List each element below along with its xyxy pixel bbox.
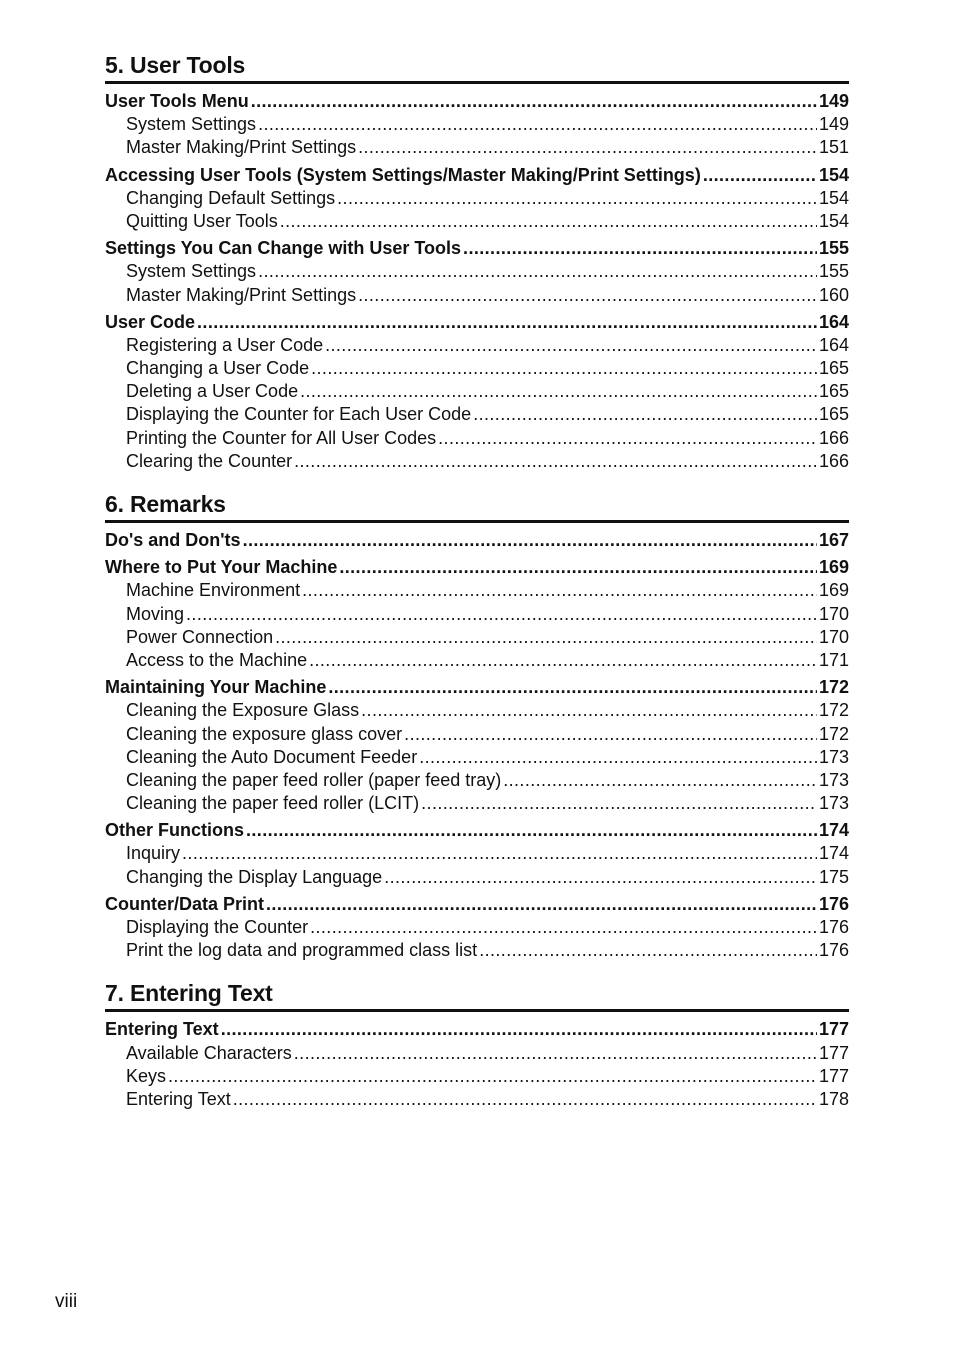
toc-entry-page: 177 — [818, 1042, 849, 1063]
toc-entry-page: 177 — [818, 1065, 849, 1086]
chapter-section — [105, 489, 849, 962]
toc-entry-minor — [105, 699, 849, 722]
dot-leader — [339, 556, 817, 579]
toc-entry-page: 169 — [818, 580, 849, 601]
toc-entry-minor — [105, 357, 849, 380]
toc-entry-label: Machine Environment — [126, 580, 301, 601]
toc-entry-label: Moving — [126, 603, 185, 624]
table-of-contents — [105, 50, 849, 1127]
toc-entry-label: Displaying the Counter — [126, 917, 309, 937]
toc-entry-page: 175 — [818, 866, 849, 887]
toc-entry-minor — [105, 260, 849, 283]
toc-entry-label: Registering a User Code — [126, 334, 324, 355]
toc-entry-page: 173 — [818, 793, 849, 814]
toc-entry-label: Where to Put Your Machine — [105, 557, 338, 578]
dot-leader — [197, 311, 817, 334]
dot-leader — [258, 260, 817, 283]
toc-entry-page: 172 — [818, 700, 849, 721]
toc-entry-minor — [105, 579, 849, 602]
toc-entry-minor — [105, 746, 849, 769]
toc-entry-label: Cleaning the Auto Document Feeder — [126, 746, 418, 767]
toc-entry-label: Inquiry — [126, 843, 181, 864]
dot-leader — [421, 792, 817, 815]
toc-entry-label: Master Making/Print Settings — [126, 137, 357, 158]
toc-entry-label: User Code — [105, 311, 196, 332]
toc-entry-label: User Tools Menu — [105, 91, 249, 111]
toc-entry-major — [105, 676, 849, 699]
toc-entry-minor — [105, 603, 849, 626]
toc-entry-page: 174 — [818, 843, 849, 864]
dot-leader — [266, 893, 817, 916]
dot-leader — [246, 819, 817, 842]
toc-entry-page: 166 — [818, 450, 849, 471]
dot-leader — [438, 427, 817, 450]
toc-entry-page: 164 — [818, 334, 849, 355]
toc-entry-label: Power Connection — [126, 626, 274, 647]
toc-entry-page: 176 — [818, 940, 849, 961]
toc-entry-label: Accessing User Tools (System Settings/Master Making/Print Settings) — [105, 164, 701, 185]
toc-entry-label: Do's and Don'ts — [105, 530, 241, 550]
dot-leader — [358, 284, 817, 307]
toc-entry-minor — [105, 1088, 849, 1111]
dot-leader — [703, 164, 817, 187]
dot-leader — [251, 90, 817, 113]
toc-entry-page: 167 — [818, 530, 849, 550]
toc-entry-page: 174 — [818, 820, 849, 841]
toc-entry-minor — [105, 649, 849, 672]
toc-entry-label: Available Characters — [126, 1042, 292, 1063]
toc-entry-minor — [105, 284, 849, 307]
toc-entry-minor — [105, 626, 849, 649]
toc-entry-page: 149 — [818, 114, 849, 135]
toc-entry-label: Print the log data and programmed class list — [126, 940, 478, 961]
toc-entry-page: 171 — [818, 649, 849, 670]
toc-entry-minor — [105, 1042, 849, 1065]
chapter-title: 5. User Tools — [105, 50, 849, 84]
chapter-section — [105, 978, 849, 1111]
toc-entry-minor — [105, 939, 849, 962]
toc-entry-page: 177 — [818, 1019, 849, 1040]
dot-leader — [311, 357, 817, 380]
toc-entry-label: Settings You Can Change with User Tools — [105, 238, 462, 259]
toc-entry-label: Entering Text — [126, 1088, 231, 1109]
toc-entry-label: Quitting User Tools — [126, 210, 278, 231]
toc-entry-label: Clearing the Counter — [126, 450, 293, 471]
toc-entry-label: Other Functions — [105, 820, 244, 841]
dot-leader — [300, 380, 817, 403]
toc-entry-minor — [105, 866, 849, 889]
dot-leader — [294, 450, 817, 473]
toc-entry-label: Cleaning the paper feed roller (paper feed tray) — [126, 769, 502, 790]
dot-leader — [503, 769, 817, 792]
toc-entry-label: Displaying the Counter for Each User Code — [126, 404, 472, 425]
toc-entry-page: 151 — [818, 137, 849, 158]
toc-entry-major — [105, 90, 849, 113]
toc-entry-page: 154 — [818, 164, 849, 185]
toc-entry-major — [105, 311, 849, 334]
toc-entry-page: 169 — [818, 557, 849, 578]
dot-leader — [258, 113, 817, 136]
toc-entry-label: Cleaning the paper feed roller (LCIT) — [126, 793, 420, 814]
dot-leader — [168, 1065, 817, 1088]
dot-leader — [182, 842, 817, 865]
toc-entry-minor — [105, 427, 849, 450]
toc-entry-major — [105, 819, 849, 842]
dot-leader — [294, 1042, 817, 1065]
toc-entry-page: 149 — [818, 91, 849, 111]
toc-entry-page: 166 — [818, 427, 849, 448]
dot-leader — [463, 237, 817, 260]
toc-entry-label: System Settings — [126, 261, 257, 282]
toc-entry-major — [105, 1018, 849, 1041]
toc-entry-page: 172 — [818, 677, 849, 698]
dot-leader — [419, 746, 817, 769]
dot-leader — [384, 866, 817, 889]
dot-leader — [479, 939, 817, 962]
toc-entry-page: 173 — [818, 769, 849, 790]
chapter-title: 7. Entering Text — [105, 978, 849, 1012]
toc-entry-minor — [105, 403, 849, 426]
toc-entry-page: 170 — [818, 626, 849, 647]
toc-entry-page: 154 — [818, 210, 849, 231]
dot-leader — [221, 1018, 817, 1041]
dot-leader — [186, 603, 817, 626]
dot-leader — [302, 579, 817, 602]
toc-entry-label: Access to the Machine — [126, 649, 308, 670]
toc-entry-page: 172 — [818, 723, 849, 744]
toc-entry-page: 170 — [818, 603, 849, 624]
toc-entry-minor — [105, 792, 849, 815]
chapter-section — [105, 50, 849, 473]
toc-entry-major — [105, 893, 849, 916]
toc-entry-label: Changing a User Code — [126, 358, 310, 379]
dot-leader — [328, 676, 817, 699]
dot-leader — [243, 529, 817, 552]
dot-leader — [233, 1088, 817, 1111]
toc-entry-minor — [105, 842, 849, 865]
toc-entry-label: Counter/Data Print — [105, 893, 265, 914]
toc-entry-major — [105, 237, 849, 260]
dot-leader — [280, 210, 817, 233]
toc-entry-page: 155 — [818, 238, 849, 259]
toc-entry-major — [105, 556, 849, 579]
toc-entry-label: Changing the Display Language — [126, 866, 383, 887]
toc-entry-page: 178 — [818, 1088, 849, 1109]
toc-entry-label: Changing Default Settings — [126, 187, 336, 208]
toc-entry-page: 165 — [818, 404, 849, 425]
dot-leader — [275, 626, 817, 649]
page-number: viii — [55, 1291, 78, 1312]
toc-entry-page: 160 — [818, 284, 849, 305]
toc-entry-label: Keys — [126, 1065, 167, 1086]
toc-entry-label: Maintaining Your Machine — [105, 677, 327, 698]
toc-entry-minor — [105, 210, 849, 233]
chapter-title: 6. Remarks — [105, 489, 849, 523]
toc-entry-label: Cleaning the exposure glass cover — [126, 723, 403, 744]
toc-entry-page: 176 — [818, 917, 849, 937]
toc-entry-label: Entering Text — [105, 1019, 219, 1040]
toc-entry-minor — [105, 113, 849, 136]
toc-entry-page: 173 — [818, 746, 849, 767]
toc-entry-label: Master Making/Print Settings — [126, 284, 357, 305]
toc-entry-major — [105, 529, 849, 552]
toc-entry-page: 176 — [818, 893, 849, 914]
toc-entry-label: Cleaning the Exposure Glass — [126, 700, 360, 721]
dot-leader — [310, 916, 817, 939]
toc-entry-major — [105, 164, 849, 187]
dot-leader — [404, 723, 817, 746]
toc-entry-minor — [105, 187, 849, 210]
toc-entry-minor — [105, 334, 849, 357]
dot-leader — [473, 403, 817, 426]
toc-entry-minor — [105, 769, 849, 792]
toc-entry-page: 165 — [818, 381, 849, 402]
toc-entry-label: System Settings — [126, 114, 257, 135]
toc-entry-label: Deleting a User Code — [126, 381, 299, 402]
toc-entry-minor — [105, 916, 849, 939]
dot-leader — [358, 136, 817, 159]
dot-leader — [309, 649, 817, 672]
toc-entry-label: Printing the Counter for All User Codes — [126, 427, 437, 448]
dot-leader — [325, 334, 817, 357]
toc-entry-page: 164 — [818, 311, 849, 332]
toc-entry-page: 155 — [818, 261, 849, 282]
dot-leader — [361, 699, 817, 722]
toc-entry-minor — [105, 1065, 849, 1088]
toc-entry-page: 154 — [818, 187, 849, 208]
dot-leader — [337, 187, 817, 210]
toc-entry-minor — [105, 450, 849, 473]
toc-entry-page: 165 — [818, 358, 849, 379]
toc-entry-minor — [105, 723, 849, 746]
toc-entry-minor — [105, 136, 849, 159]
toc-entry-minor — [105, 380, 849, 403]
